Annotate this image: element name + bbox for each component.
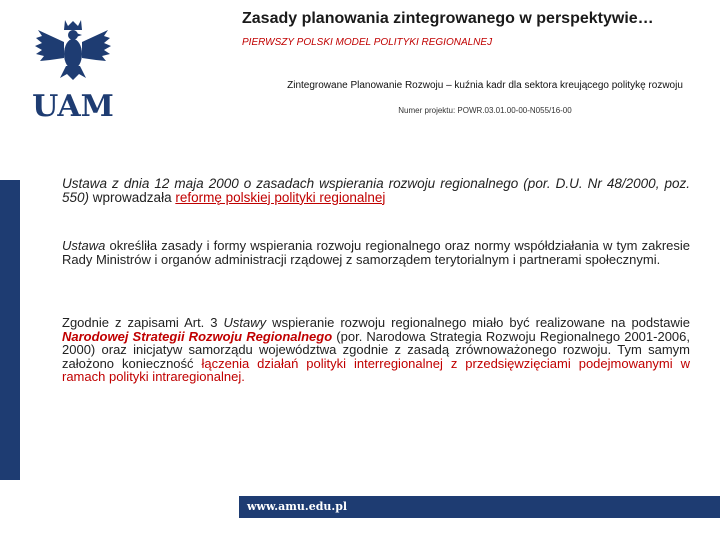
p1-highlight: reformę polskiej polityki regionalnej [175,189,386,205]
p1-law-citation: Ustawa z dnia 12 maja 2000 o zasadach wspierania rozwoju regionalnego (por. D.U. Nr 48/2000, poz. 550) [62,176,690,205]
p3-text-3: (por. Narodowa Strategia Rozwoju Regionalnego 2001-2006, 2000) oraz inicjatyw samorządu województwa zgodnie z zasadą zrównoważonego rozwoju. Tym samym założono konieczność [62,328,691,371]
p3-strategy-name: Narodowej Strategii Rozwoju Regionalnego [62,328,333,344]
page-title: Zasady planowania zintegrowanego w perspektywie… [242,10,654,27]
uam-logo [32,18,114,122]
paragraph-1 [62,177,690,205]
side-accent-bar [0,180,20,480]
page-subtitle: PIERWSZY POLSKI MODEL POLITYKI REGIONALNEJ [242,37,493,48]
p1-text: wprowadzała [89,189,176,205]
p3-text-2: wspieranie rozwoju regionalnego miało być realizowane na podstawie [266,315,690,330]
paragraph-2 [62,239,690,266]
footer-bar [239,496,720,518]
p2-text: określiła zasady i formy wspierania rozwoju regionalnego oraz normy współdziałania w tym zakresie Rady Ministrów i organów administracji rządowej z samorządem terytorialnym i partnerami społecznymi. [62,238,690,267]
p2-law-word: Ustawa [62,238,106,253]
p3-highlight: łączenia działań polityki interregionalnej z przedsięwzięciami podejmowanymi w ramach polityki intraregionalnej. [62,355,690,385]
logo-text: UAM [32,89,114,122]
project-title: Zintegrowane Planowanie Rozwoju – kuźnia kadr dla sektora kreującego politykę rozwoju [287,80,683,91]
project-number: Numer projektu: POWR.03.01.00-00-N055/16-00 [398,106,572,115]
p3-law-word: Ustawy [223,315,267,330]
footer-url-link[interactable]: www.amu.edu.pl [247,500,348,513]
eagle-emblem-icon [32,18,114,122]
project-banner [242,56,712,123]
paragraph-3 [62,316,690,384]
p3-text-1: Zgodnie z zapisami Art. 3 [62,315,224,330]
